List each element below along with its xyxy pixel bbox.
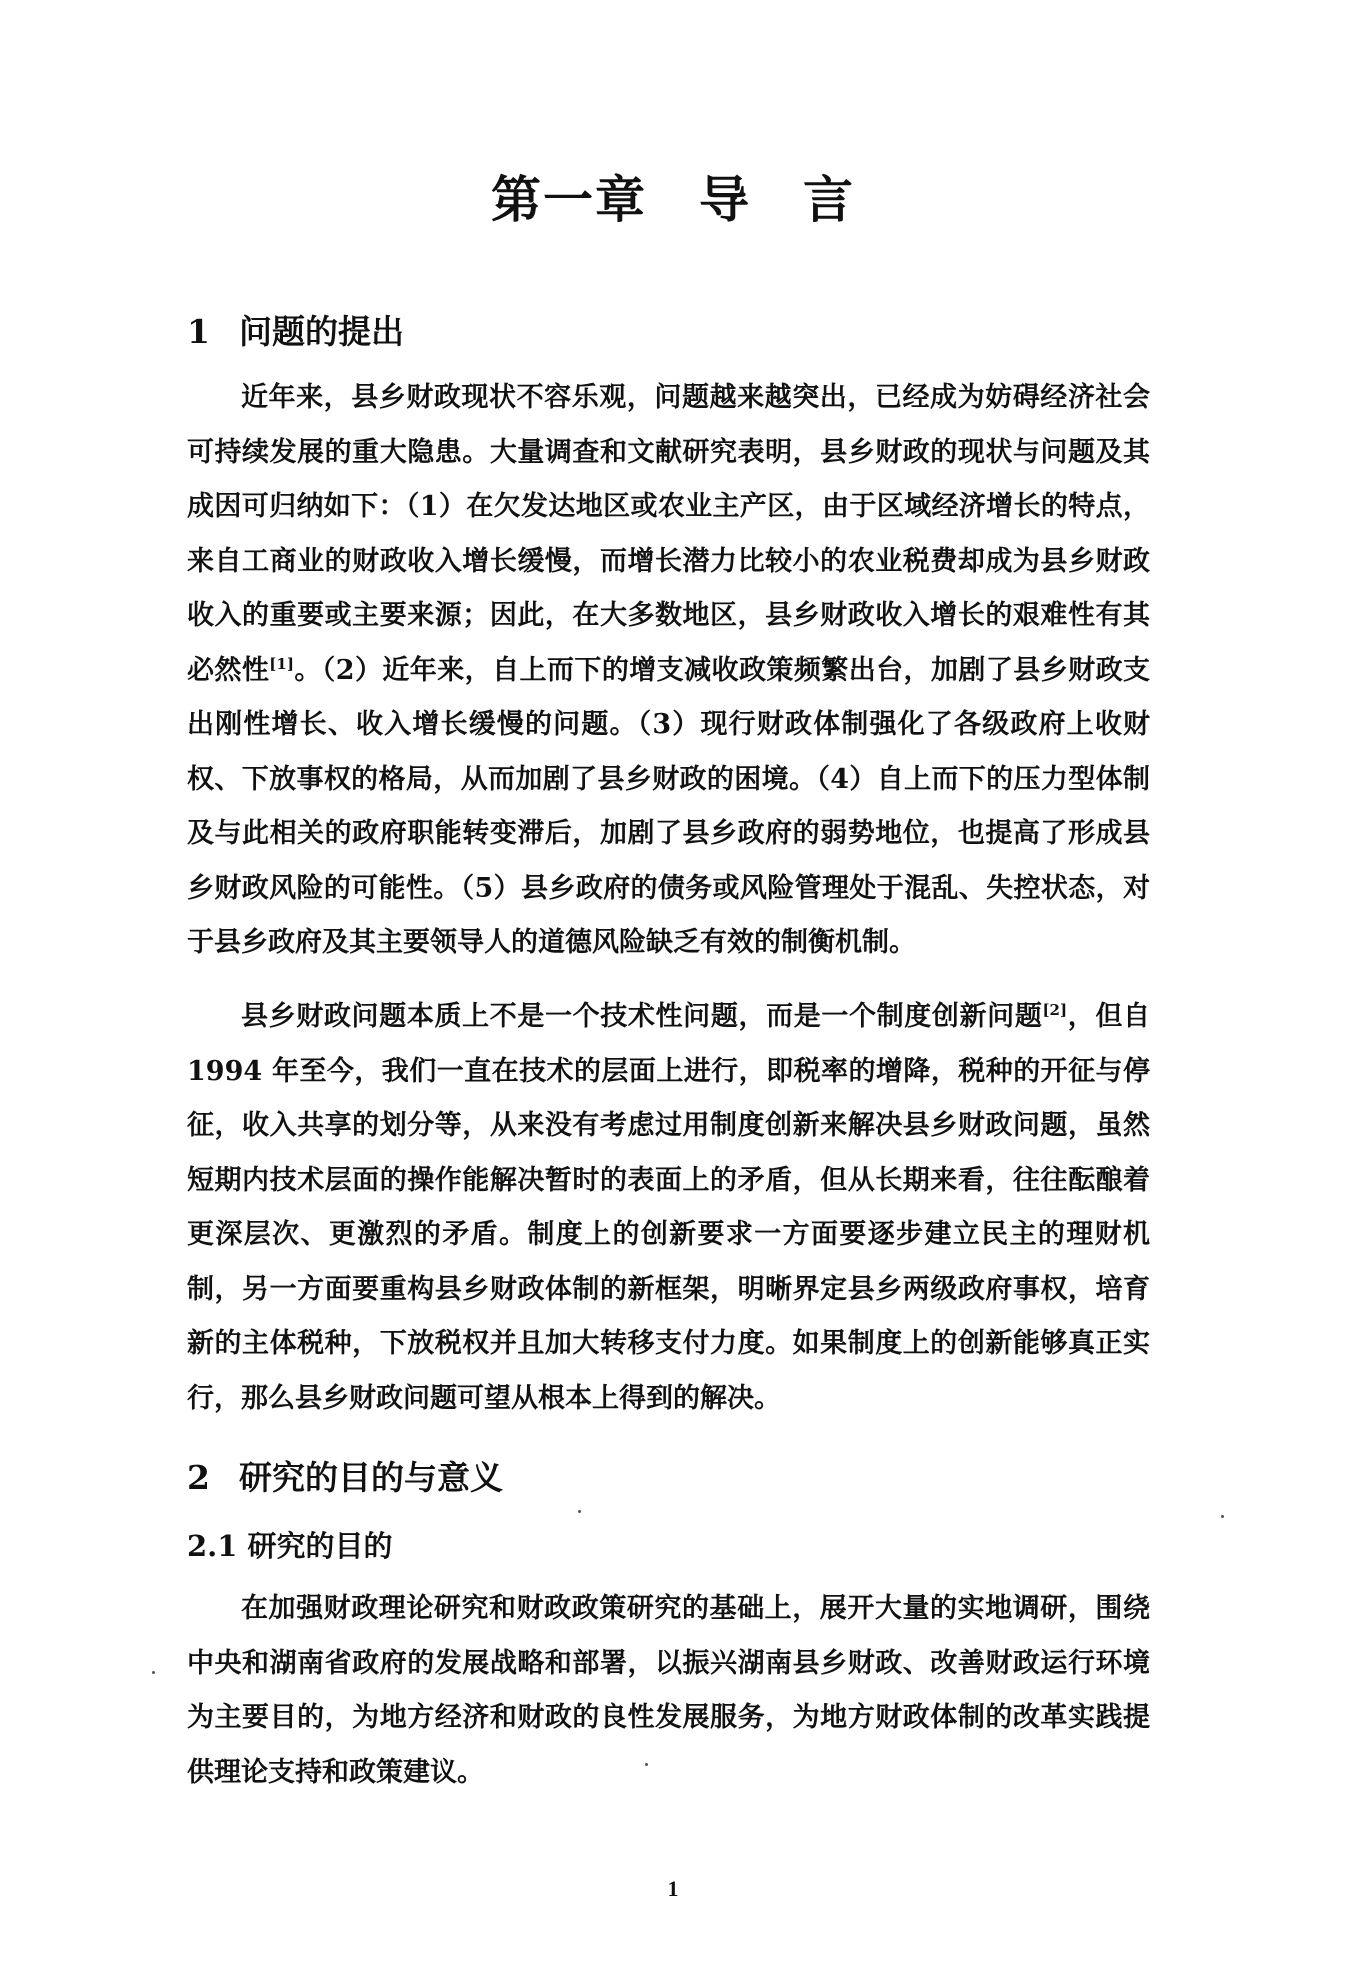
scan-speck (1221, 1515, 1224, 1518)
section-number: 1 (187, 312, 210, 351)
section-title: 问题的提出 (239, 312, 404, 351)
paragraph-2 (187, 990, 1150, 1426)
scan-speck (645, 1763, 648, 1766)
paragraph-text: 。（2）近年来，自上而下的增支减收政策频繁出台，加剧了县乡财政支出刚性增长、收入增长缓慢的问题。（3）现行财政体制强化了各级政府上收财权、下放事权的格局，从而加剧了县乡财政的困境。（4）自上而下的压力型体制及与此相关的政府职能转变滞后，加剧了县乡政府的弱势地位，也提高了形成县乡财政风险的可能性。（5）县乡政府的债务或风险管理处于混乱、失控状态，对于县乡政府及其主要领导人的道德风险缺乏有效的制衡机制。 (187, 654, 1150, 958)
scan-speck (578, 1510, 581, 1513)
page-number: 1 (667, 1876, 679, 1901)
citation-ref: [2] (1042, 1001, 1068, 1019)
paragraph-text: 县乡财政问题本质上不是一个技术性问题，而是一个制度创新问题 (241, 1001, 1043, 1032)
paragraph-text: 近年来，县乡财政现状不容乐观，问题越来越突出，已经成为妨碍经济社会可持续发展的重大隐患。大量调查和文献研究表明，县乡财政的现状与问题及其成因可归纳如下：（1）在欠发达地区或农业主产区，由于区域经济增长的特点，来自工商业的财政收入增长缓慢，而增长潜力比较小的农业税费却成为县乡财政收入的重要或主要来源；因此，在大多数地区，县乡财政收入增长的艰难性有其必然性 (187, 382, 1150, 686)
section-title: 研究的目的与意义 (239, 1458, 503, 1497)
section-heading-1 (187, 306, 404, 353)
section-number: 2 (187, 1458, 210, 1497)
scan-speck (152, 1671, 155, 1674)
subsection-heading-2-1: 2.1 研究的目的 (187, 1529, 393, 1563)
chapter-title: 第一章 导 言 (491, 170, 855, 229)
paragraph-1 (187, 371, 1150, 971)
section-heading-2 (187, 1452, 503, 1499)
citation-ref: [1] (269, 654, 294, 673)
paragraph-text: ，但自1994 年至今，我们一直在技术的层面上进行，即税率的增降，税种的开征与停征，收入共享的划分等，从来没有考虑过用制度创新来解决县乡财政问题，虽然短期内技术层面的操作能解决暂时的表面上的矛盾，但从长期来看，往往酝酿着更深层次、更激烈的矛盾。制度上的创新要求一方面要逐步建立民主的理财机制，另一方面要重构县乡财政体制的新框架，明晰界定县乡两级政府事权，培育新的主体税种，下放税权并且加大转移支付力度。如果制度上的创新能够真正实行，那么县乡财政问题可望从根本上得到的解决。 (187, 1001, 1151, 1414)
paragraph-3: 在加强财政理论研究和财政政策研究的基础上，展开大量的实地调研，围绕中央和湖南省政府的发展战略和部署，以振兴湖南县乡财政、改善财政运行环境为主要目的，为地方经济和财政的良性发展服务，为地方财政体制的改革实践提供理论支持和政策建议。 (187, 1593, 1150, 1788)
